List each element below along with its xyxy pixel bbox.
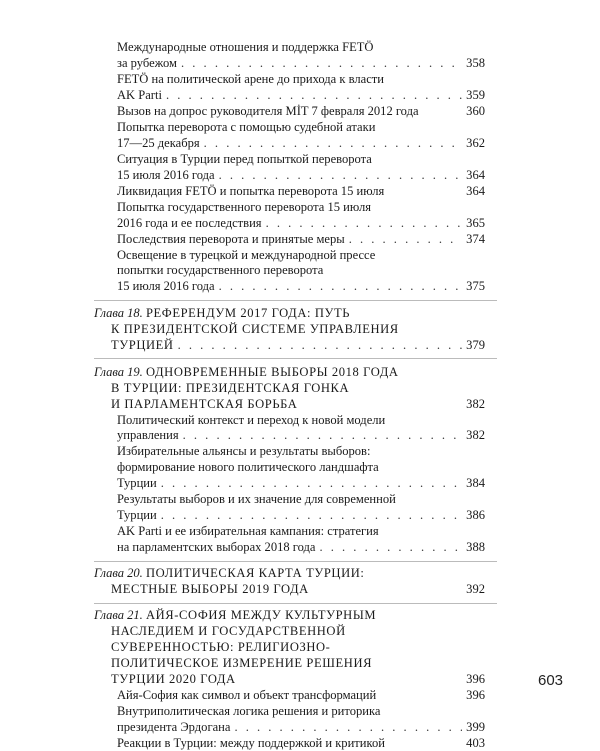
- page-number: 365: [466, 215, 485, 230]
- page-number: 382: [466, 396, 485, 411]
- toc-entry-line: за рубежом . . . 358: [117, 56, 485, 71]
- page-number: 396: [466, 672, 485, 687]
- chapter-prefix: Глава 19.: [94, 364, 143, 379]
- page-number: 364: [466, 183, 485, 198]
- toc-entry-line: Внутриполитическая логика решения и риторика: [117, 704, 381, 719]
- toc-entry-line: 15 июля 2016 года . . . 364: [117, 168, 485, 183]
- toc-entry-line: на парламентских выборах 2018 года . . . 388: [117, 540, 485, 555]
- toc-entry-line: Освещение в турецкой и международной прессе: [117, 247, 376, 262]
- page-number: 374: [466, 231, 485, 246]
- toc-entry-line: Реакции в Турции: между поддержкой и критикой 403: [117, 735, 485, 750]
- section-divider: [94, 358, 497, 359]
- toc-entry-line: Вызов на допрос руководителя MİT 7 февраля 2012 года 360: [117, 104, 485, 119]
- toc-entry-line: 17—25 декабря . . . 362: [117, 136, 485, 151]
- chapter-title-line: В ТУРЦИИ: ПРЕЗИДЕНТСКАЯ ГОНКА: [111, 380, 350, 395]
- toc-entry-line: FETÖ на политической арене до прихода к власти: [117, 72, 384, 87]
- toc-entry-line: AK Parti . . . 359: [117, 88, 485, 103]
- chapter-title-line: СУВЕРЕННОСТЬЮ: РЕЛИГИОЗНО-: [111, 640, 331, 655]
- toc-entry-line: Ликвидация FETÖ и попытка переворота 15 июля 364: [117, 183, 485, 198]
- page-number: 364: [466, 167, 485, 182]
- page-number: 386: [466, 508, 485, 523]
- chapter-heading: Глава 19. ОДНОВРЕМЕННЫЕ ВЫБОРЫ 2018 ГОДА: [94, 364, 399, 379]
- toc-entry-line: Избирательные альянсы и результаты выборов:: [117, 444, 371, 459]
- page-number: 375: [466, 279, 485, 294]
- page-number: 403: [466, 735, 485, 750]
- page-number: 362: [466, 135, 485, 150]
- toc-entry-line: президента Эрдогана . . . 399: [117, 720, 485, 735]
- toc-entry-line: Попытка переворота с помощью судебной атаки: [117, 120, 376, 134]
- chapter-title-line: НАСЛЕДИЕМ И ГОСУДАРСТВЕННОЙ: [111, 624, 346, 639]
- chapter-prefix: Глава 18.: [94, 305, 143, 320]
- chapter-title-line: МЕСТНЫЕ ВЫБОРЫ 2019 ГОДА 392: [111, 582, 485, 597]
- toc-entry-line: управления . . . 382: [117, 428, 485, 443]
- page-number: 382: [466, 428, 485, 443]
- chapter-heading: Глава 18. РЕФЕРЕНДУМ 2017 ГОДА: ПУТЬ: [94, 305, 351, 320]
- toc-entry-line: Турции . . . 386: [117, 508, 485, 523]
- chapter-title-line: И ПАРЛАМЕНТСКАЯ БОРЬБА 382: [111, 396, 485, 411]
- toc-entry-line: AK Parti и ее избирательная кампания: стратегия: [117, 524, 379, 539]
- toc-entry-line: попытки государственного переворота: [117, 263, 324, 278]
- page-number: 399: [466, 720, 485, 734]
- page-number: 359: [466, 88, 485, 103]
- page-number: 358: [466, 56, 485, 71]
- page-number: 379: [466, 337, 485, 352]
- chapter-prefix: Глава 21.: [94, 608, 143, 623]
- toc-entry-line: формирование нового политического ландшафта: [117, 460, 379, 475]
- toc-entry-line: Айя-София как символ и объект трансформаций 396: [117, 688, 485, 703]
- chapter-prefix: Глава 20.: [94, 566, 143, 581]
- chapter-title-line: ПОЛИТИЧЕСКОЕ ИЗМЕРЕНИЕ РЕШЕНИЯ: [111, 656, 373, 671]
- toc-entry-line: Последствия переворота и принятые меры . . . 374: [117, 232, 485, 247]
- toc-entry-line: Результаты выборов и их значение для современной: [117, 492, 396, 507]
- folio-page-number: 603: [538, 672, 564, 690]
- toc-entry-line: Турции . . . 384: [117, 476, 485, 491]
- page-number: 396: [466, 688, 485, 703]
- page-number: 388: [466, 540, 485, 554]
- section-divider: [94, 603, 497, 604]
- section-divider: [94, 561, 497, 562]
- chapter-heading: Глава 20. ПОЛИТИЧЕСКАЯ КАРТА ТУРЦИИ:: [94, 566, 365, 581]
- page-number: 360: [466, 104, 485, 119]
- toc-entry-line: Политический контекст и переход к новой модели: [117, 412, 386, 427]
- toc-entry-line: 15 июля 2016 года . . . 375: [117, 279, 485, 294]
- chapter-title-line: ТУРЦИИ 2020 ГОДА 396: [111, 672, 485, 687]
- page-number: 392: [466, 582, 485, 597]
- chapter-title-line: К ПРЕЗИДЕНТСКОЙ СИСТЕМЕ УПРАВЛЕНИЯ: [111, 321, 399, 336]
- chapter-title-line: ТУРЦИЕЙ . . . 379: [111, 338, 485, 353]
- toc-entry-line: 2016 года и ее последствия . . . 365: [117, 216, 485, 231]
- toc-entry-line: Международные отношения и поддержка FETÖ: [117, 40, 374, 55]
- chapter-heading: Глава 21. АЙЯ-СОФИЯ МЕЖДУ КУЛЬТУРНЫМ: [94, 608, 377, 623]
- toc-entry-line: Попытка государственного переворота 15 июля: [117, 199, 371, 214]
- toc-entry-line: Ситуация в Турции перед попыткой переворота: [117, 151, 372, 166]
- section-divider: [94, 300, 497, 301]
- page-number: 384: [466, 476, 485, 491]
